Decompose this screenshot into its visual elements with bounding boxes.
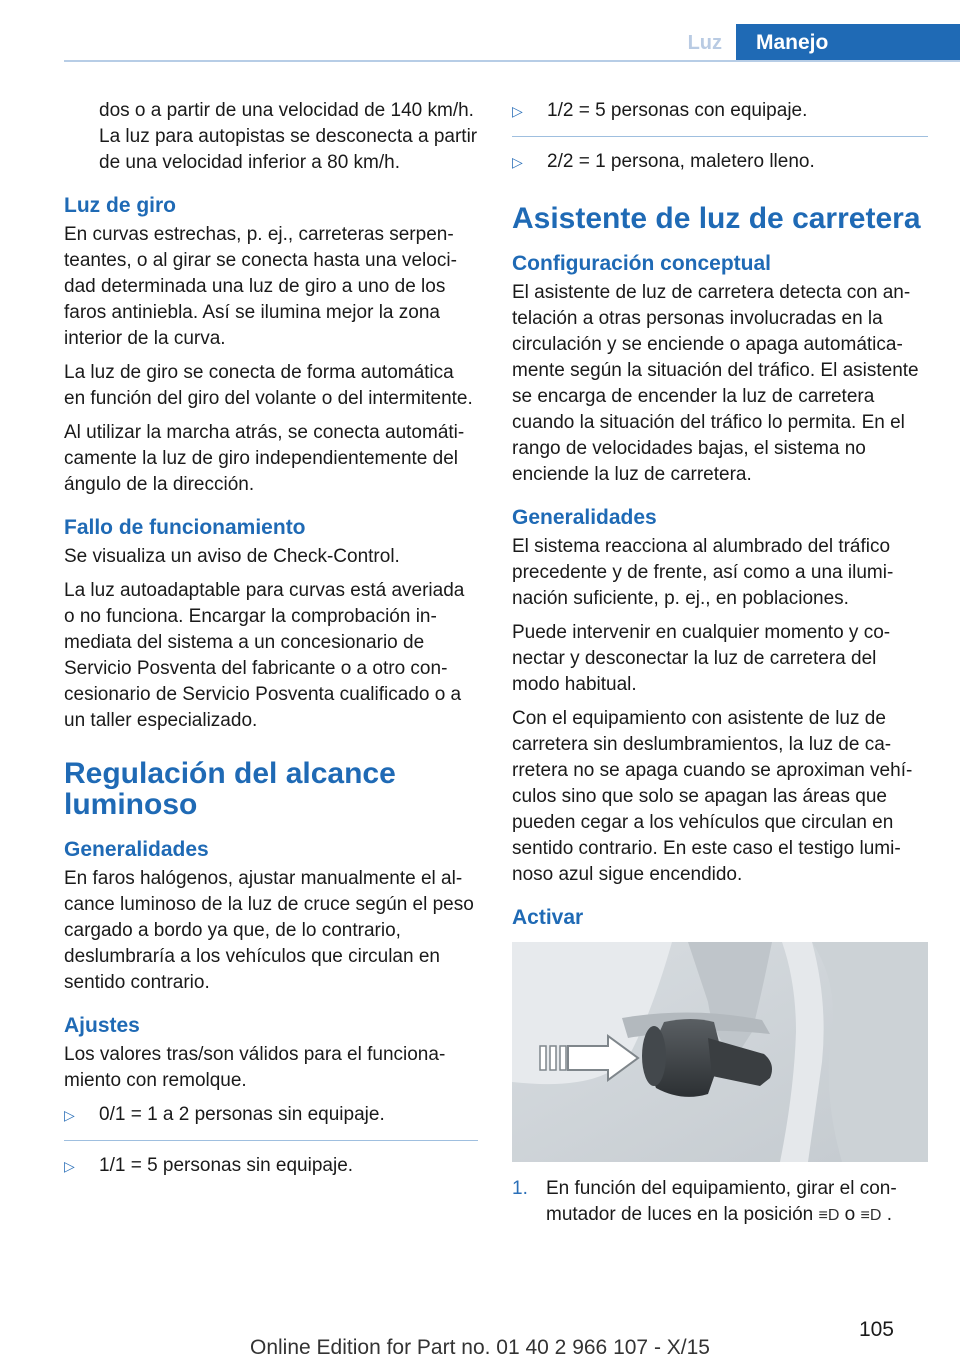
left-column [64,98,478,1191]
giro-paragraph-3: Al utilizar la marcha atrás, se conecta automáticamente la luz de giro independientemente del ángulo de la dirección. [64,422,465,495]
headlight-auto-icon: ≡D [818,1207,840,1224]
heading-fallo: Fallo de funcionamiento [64,516,306,539]
list-item [64,1153,478,1179]
configuracion-paragraph: El asistente de luz de carretera detecta con antelación a otras personas involucradas en la circulación y se enciende o apaga automáticamente según la situación del tráfico. El asistente se encarga de encender la luz de carretera cuando la situación del tráfico lo permita. En el rango de velocidades bajas, el sistema no enciende la luz de carretera. [512,282,919,485]
heading-activar: Activar [512,906,584,929]
step-number: 1. [512,1178,528,1199]
regulacion-paragraph: En faros halógenos, ajustar manualmente el alcance luminoso de la luz de cruce según el peso cargado a bordo ya que, de lo contrario, deslumbraría a los vehículos que circulan en sentido contrario. [64,868,474,993]
header-section: Luz [687,32,722,54]
asistente-paragraph-2: Puede intervenir en cualquier momento y conectar y desconectar la luz de carretera del modo habitual. [512,622,891,695]
header-chapter: Manejo [736,24,960,62]
triangle-bullet-icon: ▷ [512,154,523,170]
asistente-paragraph-1: El sistema reacciona al alumbrado del tráfico precedente y de frente, así como a una iluminación suficiente, p. ej., en poblaciones. [512,536,894,609]
triangle-bullet-icon: ▷ [64,1158,75,1174]
list-item [64,1102,478,1128]
light-switch-illustration [512,942,928,1162]
asistente-paragraph-3: Con el equipamiento con asistente de luz de carretera sin deslumbramientos, la luz de carretera no se apaga cuando se aproximan vehículos sino que solo se apagan las áreas que pueden cegar a los vehículos que circulan en sentido contrario. En este caso el testigo luminoso azul sigue encendido. [512,708,913,885]
list-divider [64,1140,478,1141]
right-column [512,98,928,1229]
page-number: 105 [858,1318,894,1341]
list-item-text: 0/1 = 1 a 2 personas sin equipaje. [99,1104,385,1125]
step-text: En función del equipamiento, girar el conmutador de luces en la posición ≡D o ≡D . [546,1178,897,1225]
heading-ajustes: Ajustes [64,1014,140,1037]
giro-paragraph-2: La luz de giro se conecta de forma automática en función del giro del volante o del intermitente. [64,362,473,409]
ajustes-paragraph: Los valores tras/son válidos para el funcionamiento con remolque. [64,1044,446,1091]
giro-paragraph-1: En curvas estrechas, p. ej., carreteras serpenteantes, o al girar se conecta hasta una velocidad determinada una luz de giro a uno de los faros antiniebla. Así se ilumina mejor la zona interior de la curva. [64,224,457,349]
heading-generalidades-regulacion: Generalidades [64,838,209,861]
title-asistente: Asistente de luz de carretera [512,202,921,235]
list-item-text: 2/2 = 1 persona, maletero lleno. [547,151,815,172]
heading-configuracion: Configuración conceptual [512,252,772,275]
list-divider [512,136,928,137]
heading-luz-de-giro: Luz de giro [64,194,176,217]
headlight-low-beam-icon: ≡D [860,1207,882,1224]
steering-column-stalk-image [512,942,928,1162]
list-item-text: 1/2 = 5 personas con equipaje. [547,100,808,121]
fallo-paragraph-2: La luz autoadaptable para curvas está averiada o no funciona. Encargar la comprobación inmediata del sistema a un concesionario de Servicio Posventa del fabricante o a otro concesionario de Servicio Posventa cualificado o a un taller especializado. [64,580,465,731]
list-item [512,98,928,124]
step-item [512,1176,928,1229]
triangle-bullet-icon: ▷ [64,1107,75,1123]
list-item [512,149,928,175]
fallo-paragraph-1: Se visualiza un aviso de Check-Control. [64,546,400,567]
header-rule [64,60,960,62]
edition-footer: Online Edition for Part no. 01 40 2 966 107 - X/15 [250,1336,710,1359]
triangle-bullet-icon: ▷ [512,103,523,119]
list-item-text: 1/1 = 5 personas sin equipaje. [99,1155,354,1176]
heading-generalidades-asistente: Generalidades [512,506,657,529]
title-regulacion: Regulación del alcance luminoso [64,757,396,821]
intro-continuation: dos o a partir de una velocidad de 140 km/h. La luz para autopistas se desconecta a partir de una velocidad inferior a 80 km/h. [99,100,478,173]
